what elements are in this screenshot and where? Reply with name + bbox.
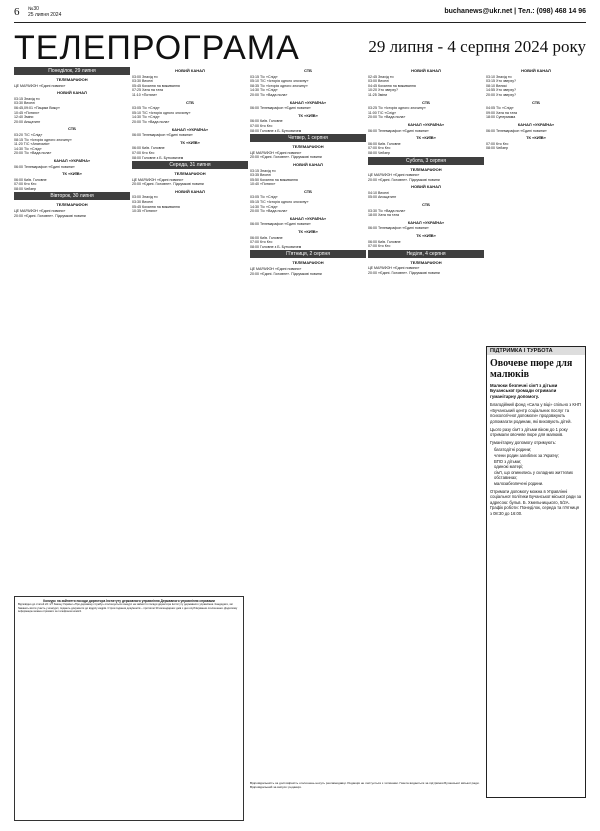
program-line: 07:00 Кто Кто — [486, 141, 509, 146]
channel-name: НОВИЙ КАНАЛ — [293, 161, 323, 167]
program-line: 08:00 Головне з Б. Бутковичем — [250, 128, 302, 133]
channel-name: КАНАЛ «УКРАЇНА» — [171, 126, 209, 132]
channel-name: СТБ — [421, 99, 431, 105]
program-line: 03:00 Знахід ти — [132, 74, 158, 79]
program-line: ЦЕ МАРАФОН «Єдині новини» — [250, 267, 302, 271]
page-header — [14, 22, 586, 67]
program-line: 04:45 Кохання на виживання — [368, 83, 416, 88]
program-line: 07:00 Кто Кто — [368, 244, 391, 249]
program-line: 07:00 Кто Кто — [132, 150, 155, 155]
channel-name: ТЕЛЕМАРАФОН — [292, 144, 324, 150]
program-line: ЦЕ МАРАФОН «Єдині новини» — [14, 209, 66, 214]
program-line: 11:00 Т/С «Слід» — [368, 110, 397, 115]
schedule-column-3 — [250, 66, 366, 822]
issue-date: 25 липня 2024 — [28, 12, 62, 18]
schedule-columns — [14, 66, 586, 822]
day-header: Четвер, 1 серпня — [250, 134, 366, 142]
program-line: 08:00 Чейзер — [486, 146, 508, 151]
day-header: П'ятниця, 2 серпня — [250, 250, 366, 258]
program-line: 08:35 Т/с «Історія одного злочину» — [250, 83, 308, 88]
ad-list-item: багатодітні родини; — [494, 447, 532, 453]
legal-signature: Відповідальний за випуск: редакція. — [250, 785, 302, 789]
channel-name: НОВИЙ КАНАЛ — [175, 188, 205, 194]
program-line: 14:30 Т/с «Слід» — [132, 115, 160, 120]
program-line: 03:35 Веселі — [250, 173, 271, 178]
day-header: Середа, 31 липня — [132, 161, 248, 169]
program-line: 11:10 «Потяги» — [132, 92, 158, 97]
channel-name: ТЕЛЕМАРАФОН — [410, 166, 442, 172]
program-line: 06:00 Телемарафон «Єдині новини» — [14, 164, 75, 169]
program-line: 07:00 Кто Кто — [250, 240, 273, 245]
program-line: 03:15 Хто зверху? — [486, 79, 517, 84]
channel-name: СТБ — [303, 188, 313, 194]
program-line: 20:00 «Єдині. Головне». Підсумкові новини — [250, 155, 322, 160]
program-line: 06:00 Телемарафон «Єдині новини» — [368, 128, 429, 133]
page-title: ТЕЛЕПРОГРАМА — [14, 29, 300, 67]
channel-name: ТЕЛЕМАРАФОН — [292, 260, 324, 266]
program-line: 03:05 Т/с «Слід» — [250, 195, 278, 200]
program-line: ЦЕ МАРАФОН «Єдині новини» — [368, 173, 420, 178]
program-line: 18:00 Хата на тата — [368, 213, 400, 218]
program-line: 20:00 Т/с «Вада пола» — [250, 92, 288, 97]
program-line: 06:00 Київ. Головне — [368, 239, 401, 244]
program-line: 06:00 Телемарафон «Єдині новини» — [250, 222, 311, 227]
channel-name: КАНАЛ «УКРАЇНА» — [407, 121, 445, 127]
program-line: 05:10 Т/С «Історія одного злочину» — [132, 110, 191, 115]
program-line: 10:35 «Потяги» — [132, 209, 158, 214]
program-line: 07:00 Кто Кто — [368, 146, 391, 151]
program-line: 05:10 Т/С «Історія одного злочину» — [250, 79, 309, 84]
program-line: 03:30 Веселі — [132, 79, 153, 84]
program-line: 06:00 Телемарафон «Єдині новини» — [368, 226, 429, 231]
program-line: 03:25 Т/с «Історія одного злочину» — [368, 106, 426, 111]
day-header: Вівторок, 30 липня — [14, 192, 130, 200]
channel-name: НОВИЙ КАНАЛ — [175, 68, 205, 73]
channel-name: СТБ — [185, 99, 195, 105]
program-line: 10:45 «Потяги» — [14, 110, 40, 115]
program-line: 10:20 Хто зверху? — [368, 88, 399, 93]
program-line: 05:50 Кохання на виживання — [250, 177, 298, 182]
channel-name: ТЕЛЕМАРАФОН — [174, 171, 206, 177]
issue-info — [28, 6, 61, 18]
program-line: 06:00 Київ. Головне — [368, 141, 401, 146]
page-number: 6 — [14, 6, 20, 18]
program-line: 08:00 Головне з Б. Бутковичем — [250, 244, 302, 249]
program-line: 08:10 Великі — [486, 83, 507, 88]
channel-name: СТБ — [421, 202, 431, 208]
program-line: 11:25 Зміни — [368, 92, 388, 97]
channel-name: ТК «КИЇВ» — [298, 229, 318, 235]
legal-text: Відповідальність за достовірність оголошень несуть рекламодавці. Редакція не листується з читачами. Газета видається за підтримки Бучанської міської ради. — [250, 781, 480, 785]
program-line: 03:15 Т/с «Слід» — [250, 74, 278, 79]
program-line: 10:40 «Потяги» — [250, 182, 276, 187]
channel-name: КАНАЛ «УКРАЇНА» — [517, 121, 555, 127]
ad-list-item: сім'ї, що опинились у складних життєвих обставинах; — [494, 469, 574, 481]
program-line: 05:15 Т/С «Історія одного злочину» — [250, 200, 309, 205]
program-line: 06:00 Київ. Головне — [14, 177, 47, 182]
program-line: 08:00 Чейзер — [368, 150, 390, 155]
channel-name: ТК «КИЇВ» — [526, 135, 546, 141]
program-line: 06:00 Київ. Головне — [250, 235, 283, 240]
program-line: 03:15 Знахід ти — [14, 96, 40, 101]
program-line: 03:00 Веселі — [368, 79, 389, 84]
ad-body: Благодійний фонд «Сила у віці» спільно з КНП «Бучанський центр соціальних послуг та психологічної допомоги» продовжують допомагати родинам, які виховують дітей. — [490, 402, 581, 424]
program-line: 14:30 Т/с «Слід» — [250, 204, 278, 209]
channel-name: НОВИЙ КАНАЛ — [411, 68, 441, 73]
program-line: 20:00 «Єдині. Головне». Підсумкові новини — [132, 182, 204, 187]
program-line: 14:30 Т/с «Слід» — [14, 146, 42, 151]
program-line: 06:45,09:01 «Пацики Вижу» — [14, 105, 60, 110]
program-line: 18:00 Супермама — [486, 115, 516, 120]
program-line: 04:10 Веселі — [368, 190, 389, 195]
program-line: 03:15 Знахід ти — [250, 168, 276, 173]
channel-name: КАНАЛ «УКРАЇНА» — [53, 157, 91, 163]
program-line: 06:00 Телемарафон «Єдині новини» — [486, 128, 547, 133]
program-line: 06:00 Телемарафон «Єдині новини» — [132, 133, 193, 138]
program-line: 03:05 Т/с «Слід» — [132, 106, 160, 111]
program-line: 20:00 «Єдині. Головне». Підсумкові новини — [368, 271, 440, 275]
program-line: 05:45 Кохання на виживання — [132, 204, 180, 209]
ad-title: Овочеве пюре для малюків — [490, 358, 573, 380]
program-line: 03:30 Веселі — [132, 200, 153, 205]
channel-name: СТБ — [531, 99, 541, 105]
date-range: 29 липня - 4 серпня 2024 року — [368, 37, 586, 56]
program-line: 08:00 Головне з Б. Бутковичем — [132, 155, 184, 160]
program-line: 20:00 Хто зверху? — [486, 92, 517, 97]
program-line: 05:45 Кохання на виживання — [132, 83, 180, 88]
ad-contact: Отримати допомогу можна в Управлінні соціальної політики Бучанської міської ради за адресою: бульв. Б. Хмельницького, 5/2А. Графік роботи: Понеділок, середа та п'ятниця з 08:30 до 16:00. — [490, 488, 582, 516]
program-line: ЦЕ МАРАФОН «Єдині новини» — [250, 150, 302, 155]
program-line: 12:40 Зміни — [14, 115, 34, 120]
program-line: 20:00 «Єдині. Головне». Підсумкові новини — [14, 213, 86, 218]
channel-name: ТК «КИЇВ» — [416, 135, 436, 141]
program-line: 05:00 Апощатинг — [368, 195, 397, 200]
program-line: 06:00 Київ. Головне — [250, 119, 283, 124]
program-line: 03:30 Веселі — [14, 101, 35, 106]
ad-list-title: Гуманітарну допомогу отримують: — [490, 439, 557, 445]
channel-name: НОВИЙ КАНАЛ — [57, 90, 87, 96]
program-line: 20:00 «Єдині. Головне». Підсумкові новини — [368, 177, 440, 182]
program-line: 11:20 Т/С «Анатомія» — [14, 142, 50, 147]
channel-name: ТЕЛЕМАРАФОН — [56, 77, 88, 82]
program-line: ЦЕ МАРАФОН «Єдині новини» — [368, 266, 420, 271]
program-line: ЦЕ МАРАФОН «Єдині новини» — [14, 83, 66, 88]
program-line: 03:30 Т/с «Вада пола» — [368, 208, 406, 213]
day-header: Субота, 3 серпня — [368, 157, 484, 165]
page-top-bar — [14, 6, 586, 20]
program-line: 03:10 Знахід ти — [486, 74, 512, 79]
day-header: Неділя, 4 серпня — [368, 250, 484, 258]
channel-name: НОВИЙ КАНАЛ — [411, 184, 441, 190]
ad-lead: Малюки безпечні сім'ї з дітьми Бучанської громади отримали гуманітарну допомогу. — [490, 383, 558, 399]
channel-name: НОВИЙ КАНАЛ — [521, 68, 551, 73]
program-line: 20:00 Анщатинг — [14, 119, 41, 124]
channel-name: ТК «КИЇВ» — [298, 112, 318, 118]
program-line: 14:55 Хто зверху? — [486, 88, 517, 93]
channel-name: ТК «КИЇВ» — [416, 233, 436, 239]
ad-box — [486, 346, 586, 798]
contacts: buchanews@ukr.net | Тел.: (098) 468 14 96 — [444, 8, 586, 15]
program-line: 04:05 Т/с «Слід» — [486, 106, 514, 111]
notice-text: Відповідно до статей 22 і 27 Закону України «Про державну службу» оголошується конкурс на зайняття посади директора Інституту державного управління. Кандидати, які бажають взяти участь у конкурсі, подають документи до відділу кадрів. Строк подання документів – протягом 30 календарних днів з дня опублікування оголошення. Додаткову інформацію можна отримати за телефоном комісії. — [18, 603, 238, 614]
ad-list-item: ВПО з дітьми; — [494, 458, 522, 464]
channel-name: СТБ — [67, 126, 77, 132]
program-line: 08:00 Чейзер — [14, 186, 36, 191]
ad-list-item: члени родин загиблих за Україну; — [494, 452, 560, 458]
channel-name: КАНАЛ «УКРАЇНА» — [407, 219, 445, 225]
program-line: 20:00 Т/с «Вада пола» — [132, 119, 170, 124]
program-line: 09:00 Хата на тата — [486, 110, 518, 115]
ad-list-item: одинокі матері; — [494, 464, 524, 470]
ad-list-item: малозабезпечені родини. — [494, 480, 544, 486]
ad-body-2: Цього разу сім'ї з дітьми віком до 1 року отримали овочеве пюре для малюків. — [490, 426, 568, 438]
day-header: Понеділок, 29 липня — [14, 67, 130, 75]
channel-name: КАНАЛ «УКРАЇНА» — [289, 99, 327, 105]
program-line: 20:00 Т/с «Вада пола» — [250, 209, 288, 214]
schedule-column-4 — [368, 66, 484, 822]
notice-box — [14, 596, 244, 821]
channel-name: КАНАЛ «УКРАЇНА» — [289, 215, 327, 221]
program-line: 08:15 Т/с «Історія одного злочину» — [14, 137, 72, 142]
program-line: 06:00 Телемарафон «Єдині новини» — [250, 106, 311, 111]
ad-list — [487, 446, 585, 487]
program-line: 02:45 Знахід ти — [368, 74, 394, 79]
notice-heading: Конкурс на зайняття посади директора Інституту державного управління Державного управління справами — [43, 599, 215, 603]
program-line: ЦЕ МАРАФОН «Єдині новини» — [132, 177, 184, 182]
program-line: 20:00 «Єдині. Головне». Підсумкові новини — [250, 271, 322, 276]
issue-number: №30 — [28, 6, 39, 12]
ad-header: ПІДТРИМКА І ТУРБОТА — [487, 347, 585, 355]
program-line: 03:00 Знахід ти — [132, 195, 158, 200]
program-line: 14:30 Т/с «Слід» — [250, 88, 278, 93]
channel-name: ТК «КИЇВ» — [62, 171, 82, 177]
program-line: 20:00 Т/с «Вада пола» — [368, 115, 406, 120]
program-line: 20:00 Т/с «Вада пола» — [14, 151, 52, 156]
program-line: 07:00 Кто Кто — [250, 123, 273, 128]
program-line: 07:25 Хата на тата — [132, 88, 164, 93]
program-line: 06:00 Київ. Головне — [132, 146, 165, 151]
channel-name: ТК «КИЇВ» — [180, 139, 200, 145]
program-line: 07:00 Кто Кто — [14, 182, 37, 187]
channel-name: СТБ — [303, 68, 313, 73]
program-line: 03:20 Т/С «Слід» — [14, 132, 43, 137]
channel-name: ТЕЛЕМАРАФОН — [56, 202, 88, 208]
channel-name: ТЕЛЕМАРАФОН — [410, 259, 442, 265]
